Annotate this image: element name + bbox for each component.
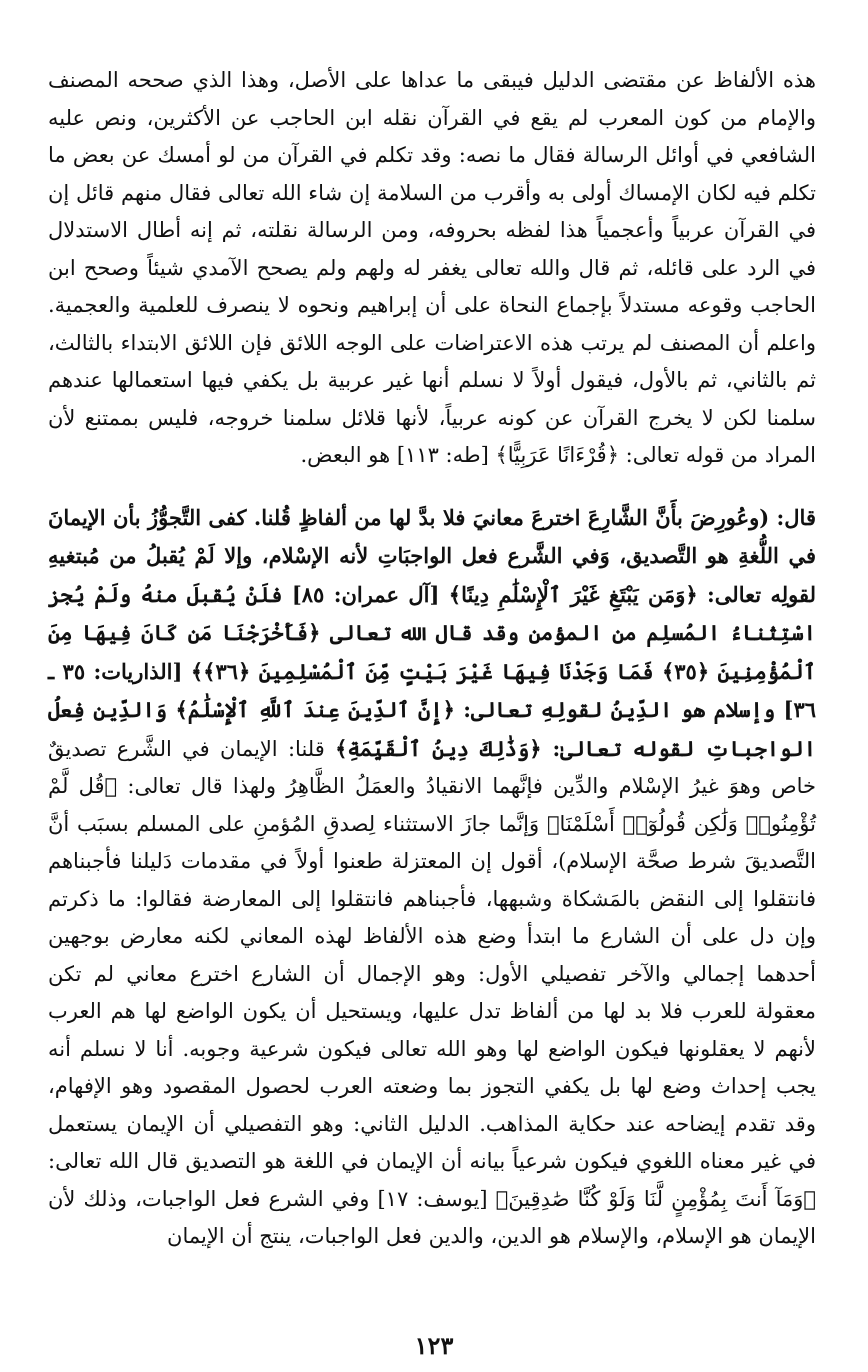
commentary-paragraph: هذه الألفاظ عن مقتضى الدليل فيبقى ما عداها على الأصل، وهذا الذي صححه المصنف والإمام من كون المعرب لم يقع في القرآن نقله ابن الحاجب عن الأكثرين، ونص عليه الشافعي في أوائل الرسالة فقال ما نصه: وقد تكلم في القرآن من لو أمسك عن بعض ما تكلم فيه لكان الإمساك أولى به وأقرب من السلامة إن شاء الله تعالى فقال منهم قائل إن في القرآن عربياً وأعجمياً هذا لفظه بحروفه، ومن الرسالة نقلته، ثم إنه أطال الاستدلال في الرد على قائله، ثم قال والله تعالى يغفر له ولهم ولم يصحح الآمدي شيئاً وصحح ابن الحاجب وقوعه مستدلاً بإجماع النحاة على أن إبراهيم ونحوه لا ينصرف للعلمية والعجمية. واعلم أن المصنف لم يرتب هذه الاعتراضات على الوجه اللائق فإن اللائق الابتداء بالثالث، ثم بالثاني، ثم بالأول، فيقول أولاً لا نسلم أنها غير عربية بل يكفي فيها استعمالها عندهم سلمنا لكن لا يخرج القرآن عن كونه عربياً، لأنها قلائل سلمنا خروجه، فليس بممتنع لأن المراد من قوله تعالى: ﴿قُرْءَانًا عَرَبِيًّا﴾ [طه: ١١٣] هو البعض. xyxy=(48,68,816,467)
commentary-text: قلنا: الإيمان في الشَّرع تصديقٌ خاص وهوَ غيرُ الإسْلام والدِّين فإنَّهما الانقيادُ والعمَلُ الظَّاهِرُ ولهذا قال تعالى: ﴿قُل لَّمْ تُؤْمِنُوا۟ وَلَٰكِن قُولُوٓا۟ أَسْلَمْنَا﴾ وَإنَّما جازَ الاستثناء لِصدقِ المُؤمنِ على المسلم بسبَب أنَّ التَّصديقَ شرط صحَّة الإسلام)، أقول إن المعتزلة طعنوا أولاً في مقدمات دَليلنا فأجبناهم فانتقلوا إلى النقض بالمَشكاة وشبهها، فأجبناهم فانتقلوا إلى المعارضة فقالوا: ما ذكرتم وإن دل على أن الشارع ما ابتدأ وضع هذه الألفاظ لهذه المعاني لكنه معارض بوجهين أحدهما إجمالي والآخر تفصيلي الأول: وهو الإجمال أن الشارع اخترع معاني لم تكن معقولة للعرب فلا بد لها من ألفاظ تدل عليها، ويستحيل أن يكون الواضع لها هم العرب لأنهم لا يعقلونها فيكون الواضع لها وهو الله تعالى فيكون شرعية وجوبه. أنا لا نسلم أنه يجب إحداث وضع لها بل يكفي التجوز بما وضعته العرب لحصول المقصود وهو الإفهام، وقد تقدم إيضاحه عند حكاية المذاهب. الدليل الثاني: وهو التفصيلي أن الإيمان يستعمل في غير معناه اللغوي فيكون شرعياً بيانه أن الإيمان في اللغة هو التصديق قال الله تعالى: ﴿وَمَآ أَنتَ بِمُؤْمِنٍ لَّنَا وَلَوْ كُنَّا صَٰدِقِينَ﴾ [يوسف: ١٧] وفي الشرع فعل الواجبات، وذلك لأن الإيمان هو الإسلام، والإسلام هو الدين، والدين فعل الواجبات، ينتج أن الإيمان xyxy=(48,736,816,1248)
matn-paragraph xyxy=(48,499,816,1256)
page-number: ١٢٣ xyxy=(414,1331,454,1360)
matn-quote: قال: (وعُورِضَ بأَنَّ الشَّارِعَ اخترعَ معانيَ فلا بدَّ لها من ألفاظٍ قُلنا. كفى التَّجوُّزُ بأن الإيمانَ في اللُّغةِ هو التَّصديق، وَفي الشَّرع فعل الواجبَاتِ لأنه الإسْلام، وإلا لَمْ يُقبلُ من مُبتغيهِ لقولِه تعالى: ﴿وَمَن يَبْتَغِ غَيْرَ ٱلْإِسْلَٰمِ دِينًا﴾ [آل عمران: ٨٥] فلَنْ يُقبلَ منهُ ولَمْ يُجز اسْتِثناءُ المُسلِم من المؤمن وقد قال الله تعالى ﴿فَأَخْرَجْنَا مَن كَانَ فِيهَا مِنَ ٱلْمُؤْمِنِينَ ﴿٣٥﴾ فَمَا وَجَدْنَا فِيهَا غَيْرَ بَيْتٍ مِّنَ ٱلْمُسْلِمِينَ ﴿٣٦﴾﴾ [الذاريات: ٣٥ ـ ٣٦] وإسلام هو الدِّينُ لقولِهِ تعالى: ﴿إِنَّ ٱلدِّينَ عِندَ ٱللَّهِ ٱلْإِسْلَٰمُ﴾ وَالدِّين فِعلُ الواجباتِ لقوله تعالىٰ: ﴿وَذَٰلِكَ دِينُ ٱلْقَيِّمَةِ﴾ xyxy=(48,504,816,761)
